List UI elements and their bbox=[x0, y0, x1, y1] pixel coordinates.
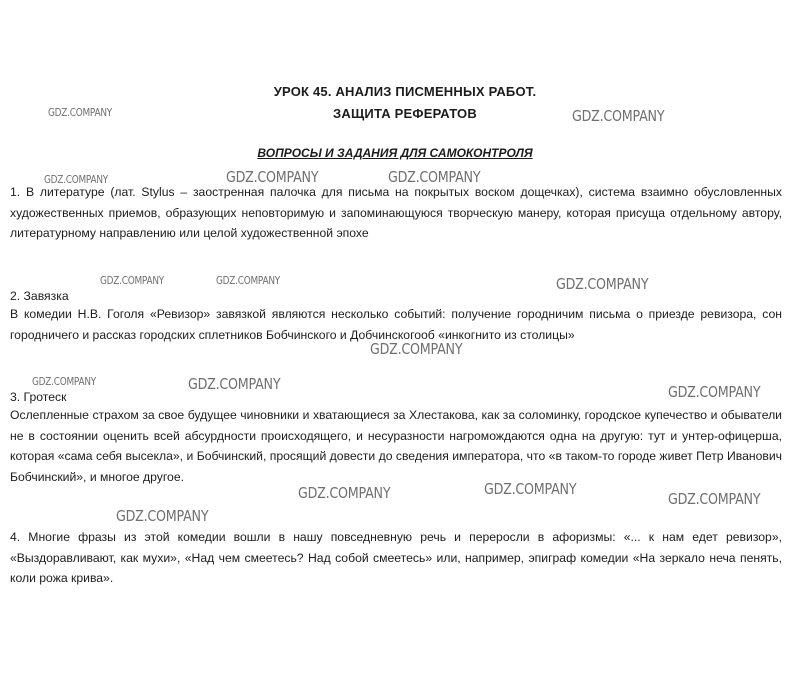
answer-3-heading: 3. Гротеск bbox=[10, 390, 67, 404]
lesson-title-line1: УРОК 45. АНАЛИЗ ПИСМЕННЫХ РАБОТ. bbox=[273, 84, 537, 99]
watermark: GDZ.COMPANY bbox=[188, 375, 281, 393]
watermark: GDZ.COMPANY bbox=[226, 168, 319, 186]
watermark: GDZ.COMPANY bbox=[388, 168, 481, 186]
watermark: GDZ.COMPANY bbox=[556, 275, 649, 293]
watermark: GDZ.COMPANY bbox=[572, 107, 665, 125]
watermark: GDZ.COMPANY bbox=[298, 484, 391, 502]
lesson-title-line2: ЗАЩИТА РЕФЕРАТОВ bbox=[333, 106, 477, 121]
watermark: GDZ.COMPANY bbox=[32, 376, 96, 388]
watermark: GDZ.COMPANY bbox=[668, 490, 761, 508]
answer-2-text: В комедии Н.В. Гоголя «Ревизор» завязкой являются несколько событий: получение городничим письма о приезде ревизора, сон городничего и рассказ городских сплетников Бобчинского и Добчинскогооб «инкогнито из столицы» bbox=[10, 307, 782, 342]
answer-4-text: 4. Многие фразы из этой комедии вошли в нашу повседневную речь и переросли в афоризмы: «... к нам едет ревизор», «Выздоравливают, как мухи», «Над чем смеетесь? Над собой смеетесь» или, например, эпиграф комедии «На зеркало неча пенять, коли рожа крива». bbox=[10, 530, 782, 585]
watermark: GDZ.COMPANY bbox=[48, 107, 112, 119]
watermark: GDZ.COMPANY bbox=[484, 480, 577, 498]
watermark: GDZ.COMPANY bbox=[100, 275, 164, 287]
answer-2-heading: 2. Завязка bbox=[10, 289, 69, 303]
watermark: GDZ.COMPANY bbox=[216, 275, 280, 287]
watermark: GDZ.COMPANY bbox=[668, 383, 761, 401]
watermark: GDZ.COMPANY bbox=[44, 174, 108, 186]
answer-1-text: 1. В литературе (лат. Stylus – заостренная палочка для письма на покрытых воском дощечках), система взаимно обусловленных художественных приемов, образующих неповторимую и запоминающуюся творческую манеру, которая присуща отдельному автору, литературному направлению или целой художественной эпохе bbox=[10, 185, 782, 240]
answer-3-text: Ослепленные страхом за свое будущее чиновники и хватающиеся за Хлестакова, как за соломинку, городское купечество и обыватели не в состоянии оценить всей абсурдности происходящего, и несуразности нагромождаются одна на другую: тут и унтер-офицерша, которая «сама себя высекла», и Бобчинский, просящий довести до сведения императора, что «в таком-то городе живет Петр Иванович Бобчинский», и многое другое. bbox=[10, 408, 782, 484]
watermark: GDZ.COMPANY bbox=[116, 507, 209, 525]
self-check-subtitle: ВОПРОСЫ И ЗАДАНИЯ ДЛЯ САМОКОНТРОЛЯ bbox=[257, 146, 533, 160]
watermark: GDZ.COMPANY bbox=[370, 340, 463, 358]
